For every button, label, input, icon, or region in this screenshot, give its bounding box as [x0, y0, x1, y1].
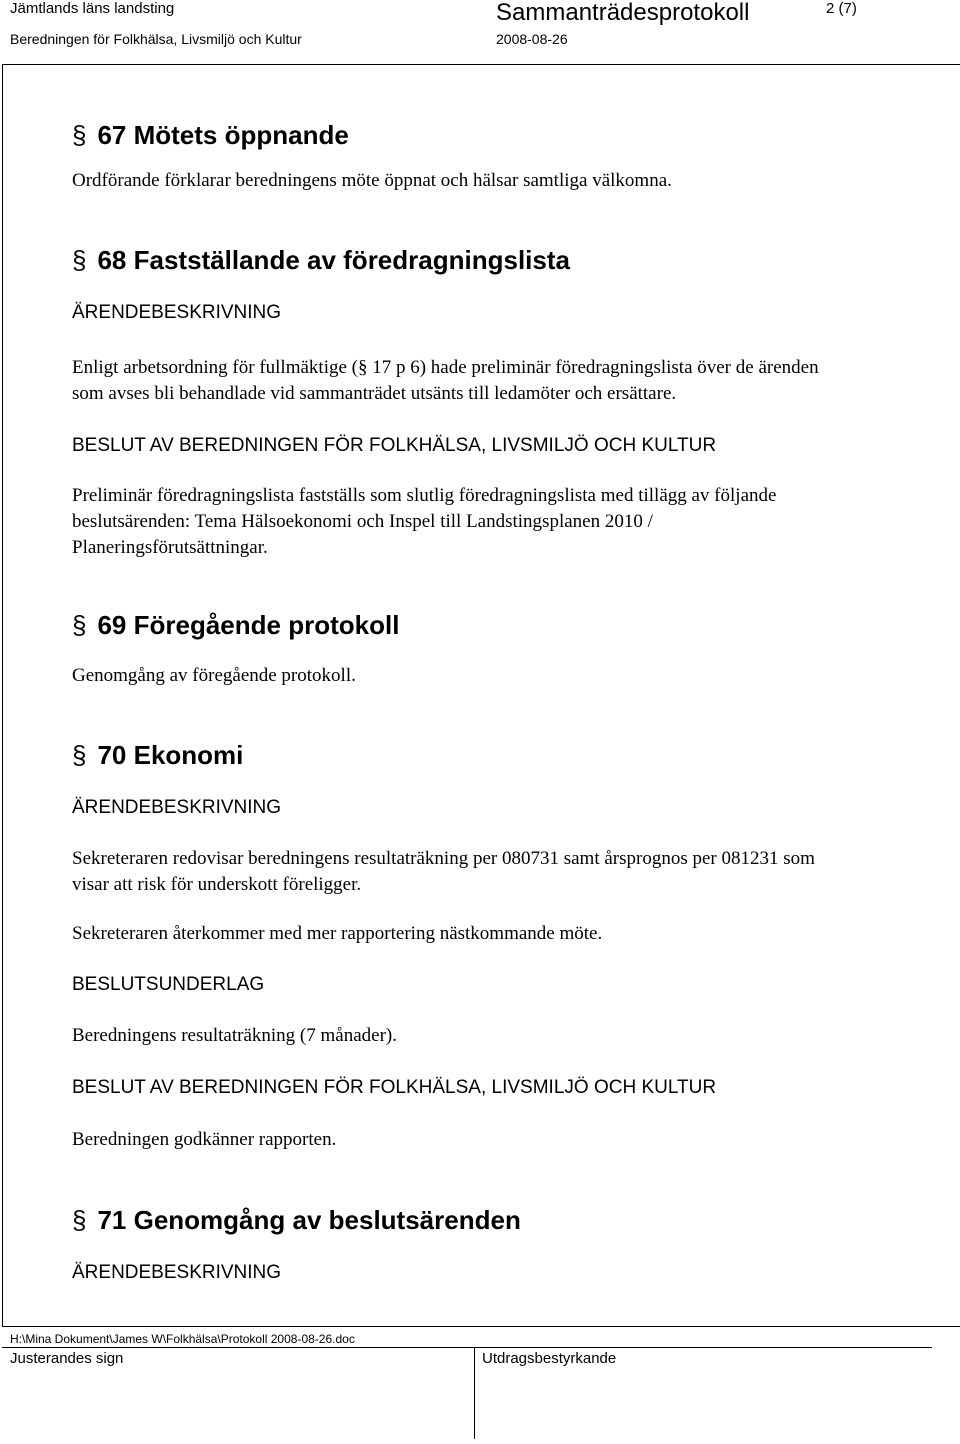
section-68-decision-text-line-1: Preliminär föredragningslista fastställs som slutlig föredragningslista med tillägg av följande: [72, 485, 777, 506]
section-67-title: 67 Mötets öppnande: [97, 120, 349, 150]
section-68-title: 68 Fastställande av föredragningslista: [97, 245, 570, 275]
certification-label: Utdragsbestyrkande: [482, 1350, 617, 1367]
section-68-case-label: ÄRENDEBESKRIVNING: [72, 302, 282, 323]
section-68-case-text-line-1: Enligt arbetsordning för fullmäktige (§ 17 p 6) hade preliminär föredragningslista över de ärenden: [72, 357, 819, 378]
organization-name: Jämtlands läns landsting: [10, 0, 175, 17]
header-divider: [2, 64, 960, 65]
section-70-case-text-line-2: visar att risk för underskott föreligger.: [72, 874, 362, 895]
section-70-case-text-line-1: Sekreteraren redovisar beredningens resultaträkning per 080731 samt årsprognos per 081231 som: [72, 848, 815, 869]
section-67-text: Ordförande förklarar beredningens möte öppnat och hälsar samtliga välkomna.: [72, 170, 672, 191]
section-70-followup-text: Sekreteraren återkommer med mer rapportering nästkommande möte.: [72, 923, 603, 944]
signature-label: Justerandes sign: [10, 1350, 124, 1367]
section-71-title: 71 Genomgång av beslutsärenden: [97, 1205, 521, 1235]
section-70-basis-text: Beredningens resultaträkning (7 månader).: [72, 1025, 397, 1046]
section-70-heading: [72, 740, 243, 771]
left-margin-rule: [2, 64, 3, 1326]
paragraph-symbol: §: [72, 1205, 87, 1235]
section-69-title: 69 Föregående protokoll: [97, 610, 400, 640]
paragraph-symbol: §: [72, 610, 87, 640]
footer-divider: [2, 1347, 932, 1348]
section-69-heading: [72, 610, 399, 641]
section-68-heading: [72, 245, 570, 276]
section-68-case-text-line-2: som avses bli behandlade vid sammanträdet utsänts till ledamöter och ersättare.: [72, 383, 677, 404]
section-71-heading: [72, 1205, 521, 1236]
footer-top-rule: [2, 1326, 960, 1327]
meeting-date: 2008-08-26: [496, 31, 568, 47]
department-name: Beredningen för Folkhälsa, Livsmiljö och Kultur: [10, 31, 302, 47]
section-68-decision-text-line-2: beslutsärenden: Tema Hälsoekonomi och Inspel till Landstingsplanen 2010 /: [72, 511, 653, 532]
section-70-decision-label: BESLUT AV BEREDNINGEN FÖR FOLKHÄLSA, LIVSMILJÖ OCH KULTUR: [72, 1077, 717, 1098]
section-70-decision-text: Beredningen godkänner rapporten.: [72, 1129, 337, 1150]
page-number: 2 (7): [826, 0, 857, 17]
section-71-case-label: ÄRENDEBESKRIVNING: [72, 1262, 282, 1283]
footer-column-divider: [474, 1347, 475, 1439]
section-70-basis-label: BESLUTSUNDERLAG: [72, 974, 265, 995]
section-70-case-label: ÄRENDEBESKRIVNING: [72, 797, 282, 818]
section-67-heading: [72, 120, 349, 151]
section-69-text: Genomgång av föregående protokoll.: [72, 665, 356, 686]
section-68-decision-text-line-3: Planeringsförutsättningar.: [72, 537, 268, 558]
paragraph-symbol: §: [72, 245, 87, 275]
paragraph-symbol: §: [72, 740, 87, 770]
file-path: H:\Mina Dokument\James W\Folkhälsa\Protokoll 2008-08-26.doc: [10, 1332, 355, 1346]
section-68-decision-label: BESLUT AV BEREDNINGEN FÖR FOLKHÄLSA, LIVSMILJÖ OCH KULTUR: [72, 435, 717, 456]
document-title: Sammanträdesprotokoll: [496, 0, 750, 26]
paragraph-symbol: §: [72, 120, 87, 150]
section-70-title: 70 Ekonomi: [97, 740, 244, 770]
